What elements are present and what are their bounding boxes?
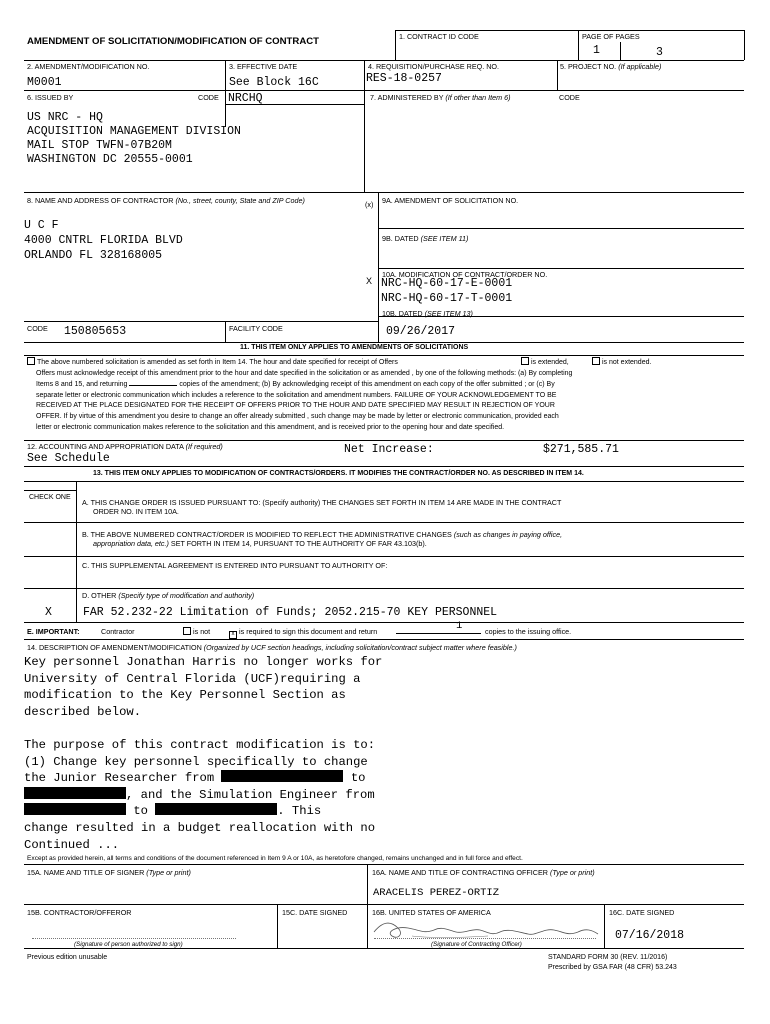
- form-title: AMENDMENT OF SOLICITATION/MODIFICATION OF CONTRACT: [27, 36, 320, 47]
- amendment-no-label: 2. AMENDMENT/MODIFICATION NO.: [27, 62, 150, 71]
- x-column-label: (x): [365, 200, 374, 209]
- contract-id-label: 1. CONTRACT ID CODE: [399, 32, 479, 41]
- net-increase-label: Net Increase:: [344, 443, 434, 456]
- effective-date: See Block 16C: [229, 76, 319, 89]
- modification-label: 10A. MODIFICATION OF CONTRACT/ORDER NO.: [382, 270, 548, 279]
- signature-line-15: [32, 938, 236, 939]
- redaction-block: [155, 803, 277, 815]
- contractor-word: Contractor: [101, 627, 135, 636]
- redaction-block: [24, 787, 126, 799]
- order-no-1: NRC-HQ-60-17-E-0001: [381, 277, 513, 290]
- form-number: STANDARD FORM 30 (REV. 11/2016): [548, 954, 668, 961]
- redaction-block: [24, 803, 126, 815]
- option-c[interactable]: C. THIS SUPPLEMENTAL AGREEMENT IS ENTERED INTO PURSUANT TO AUTHORITY OF:: [82, 561, 388, 570]
- facility-code-label: FACILITY CODE: [229, 324, 283, 333]
- page-of-pages-label: PAGE OF PAGES: [582, 32, 640, 41]
- option-b[interactable]: B. THE ABOVE NUMBERED CONTRACT/ORDER IS MODIFIED TO REFLECT THE ADMINISTRATIVE CHANGES (such as changes in paying office, appropriation data, etc.) SET FORTH IN ITEM 14, PURSUANT TO THE AUTHORITY OF FAR 43.103(b).: [82, 530, 563, 548]
- issuer-address: US NRC - HQ ACQUISITION MANAGEMENT DIVISION MAIL STOP TWFN-07B20M WASHINGTON DC 20555-0001: [27, 111, 241, 166]
- issued-by-label: 6. ISSUED BY: [27, 93, 74, 102]
- usa-label: 16B. UNITED STATES OF AMERICA: [372, 908, 491, 917]
- is-extended-checkbox[interactable]: [521, 357, 529, 365]
- option-d-value: FAR 52.232-22 Limitation of Funds; 2052.215-70 KEY PERSONNEL: [83, 606, 498, 619]
- description-label: 14. DESCRIPTION OF AMENDMENT/MODIFICATION (Organized by UCF section headings, including solicitation/contract subject matter where feasible.): [27, 643, 517, 652]
- is-not-extended-checkbox[interactable]: [592, 357, 600, 365]
- administered-by-label: 7. ADMINISTERED BY (If other than Item 6): [370, 93, 511, 102]
- dated-10b-value: 09/26/2017: [386, 325, 456, 338]
- modification-mark: X: [366, 276, 373, 286]
- administered-code-label: CODE: [559, 93, 580, 102]
- date-signed-15c-label: 15C. DATE SIGNED: [282, 908, 348, 917]
- is-not-checkbox[interactable]: [183, 627, 191, 635]
- check-one-label: CHECK ONE: [29, 494, 71, 501]
- effective-date-label: 3. EFFECTIVE DATE: [229, 62, 298, 71]
- redaction-block: [221, 770, 343, 782]
- signer-name-label: 15A. NAME AND TITLE OF SIGNER (Type or print): [27, 868, 191, 877]
- copies-line: [396, 633, 481, 634]
- order-no-2: NRC-HQ-60-17-T-0001: [381, 292, 513, 305]
- officer-name-label: 16A. NAME AND TITLE OF CONTRACTING OFFICER (Type or print): [372, 868, 595, 877]
- item13-title: 13. THIS ITEM ONLY APPLIES TO MODIFICATION OF CONTRACTS/ORDERS. IT MODIFIES THE CONTRACT/ORDER NO. AS DESCRIBED IN ITEM 14.: [93, 470, 584, 477]
- requisition-no: RES-18-0257: [366, 72, 442, 85]
- project-no-label: 5. PROJECT NO. (If applicable): [560, 62, 662, 71]
- contractor-address: U C F 4000 CNTRL FLORIDA BLVD ORLANDO FL 328168005: [24, 219, 183, 262]
- copies-text: copies to the issuing office.: [485, 627, 572, 636]
- contracting-officer-signature: [368, 916, 604, 944]
- is-not-option[interactable]: is not: [183, 627, 210, 636]
- contractor-code-label: CODE: [27, 324, 48, 333]
- dated-10b-label: 10B. DATED (SEE ITEM 13): [382, 309, 473, 318]
- code-label: CODE: [198, 93, 219, 102]
- copies-value: 1: [456, 620, 463, 632]
- item11-title: 11. THIS ITEM ONLY APPLIES TO AMENDMENTS OF SOLICITATIONS: [240, 344, 469, 351]
- option-d-label[interactable]: D. OTHER (Specify type of modification and authority): [82, 591, 255, 600]
- description-text: Key personnel Jonathan Harris no longer works for University of Central Florida (UCF)requiring a modification to the Key Personnel Section as described below. The purpose of this contract modification is to: (1) Change key personnel specifically to change the Junior Researcher from to , and the Simulation Engineer from to . This change resulted in a budget reallocation with no Continued ...: [24, 655, 383, 852]
- contractor-code: 150805653: [64, 325, 127, 338]
- pages-count: 3: [656, 46, 663, 59]
- previous-edition: Previous edition unusable: [27, 954, 108, 961]
- is-required-option[interactable]: x is required to sign this document and return: [229, 627, 377, 639]
- option-a[interactable]: A. THIS CHANGE ORDER IS ISSUED PURSUANT TO: (Specify authority) THE CHANGES SET FORTH IN ITEM 14 ARE MADE IN THE CONTRACT ORDER NO. IN ITEM 10A.: [82, 498, 562, 516]
- net-increase-value: $271,585.71: [543, 443, 619, 456]
- signature-note-16: (Signature of Contracting Officer): [431, 941, 522, 948]
- is-required-checkbox[interactable]: x: [229, 631, 237, 639]
- except-text: Except as provided herein, all terms and conditions of the document referenced in Item 9 A or 10A, as heretofore changed, remains unchanged and in full force and effect.: [27, 855, 523, 862]
- amendment-no: M0001: [27, 76, 62, 89]
- accounting-label: 12. ACCOUNTING AND APPROPRIATION DATA (If required): [27, 442, 223, 451]
- option-d-mark: X: [45, 606, 52, 619]
- dated-9b-label: 9B. DATED (SEE ITEM 11): [382, 234, 469, 243]
- officer-name: ARACELIS PEREZ-ORTIZ: [373, 887, 500, 899]
- requisition-label: 4. REQUISITION/PURCHASE REQ. NO.: [368, 62, 499, 71]
- amendment-solicitation-label: 9A. AMENDMENT OF SOLICITATION NO.: [382, 196, 519, 205]
- prescribed-by: Prescribed by GSA FAR (48 CFR) 53.243: [548, 964, 677, 971]
- accounting-value: See Schedule: [27, 452, 110, 465]
- signature-note-15: (Signature of person authorized to sign): [74, 941, 183, 948]
- date-signed-16c-label: 16C. DATE SIGNED: [609, 908, 675, 917]
- item11-text: The above numbered solicitation is amended as set forth in Item 14. The hour and date specified for receipt of Offers is extended, is not extended. Offers must acknowledge receipt of this amendment prior to the hour and date specified in the solicitation or as amended , by one of the following methods: (a) By completing Items 8 and 15, and returning copies of the amendment; (b) By acknowledging receipt of this amendment on each copy of the offer submitted ; or (c) By separate letter or electronic communication which includes a reference to the solicitation and amendment numbers. FAILURE OF YOUR ACKNOWLEDGEMENT TO BE RECEIVED AT THE PLACE DESIGNATED FOR THE RECEIPT OF OFFERS PRIOR TO THE HOUR AND DATE SPECIFIED MAY RESULT IN REJECTION OF YOUR OFFER. If by virtue of this amendment you desire to change an offer already submitted , such change may be made by letter or electronic communication, provided each letter or electronic communication makes reference to the solicitation and this amendment, and is received prior to the opening hour and date specified.: [27, 357, 742, 434]
- important-label: E. IMPORTANT:: [27, 627, 80, 636]
- page-number: 1: [593, 44, 600, 57]
- contractor-label: 8. NAME AND ADDRESS OF CONTRACTOR (No., street, county, State and ZIP Code): [27, 196, 305, 205]
- date-signed-value: 07/16/2018: [615, 929, 685, 942]
- contractor-offeror-label: 15B. CONTRACTOR/OFFEROR: [27, 908, 132, 917]
- solicitation-checkbox[interactable]: [27, 357, 35, 365]
- issuer-code: NRCHQ: [228, 92, 263, 105]
